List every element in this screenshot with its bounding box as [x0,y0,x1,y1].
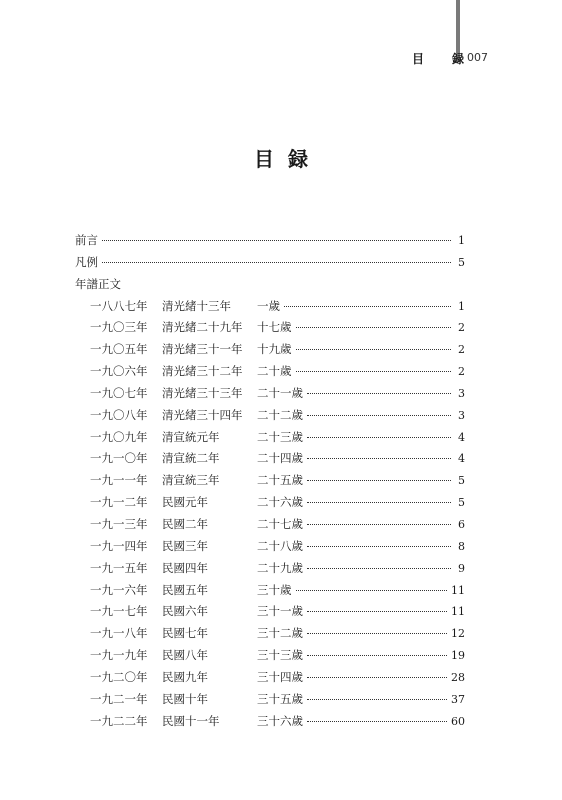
entry-page: 12 [451,627,465,641]
entry-page: 19 [451,649,465,663]
entry-age: 二十七歲 [257,516,303,531]
toc-year-entry[interactable] [75,385,465,407]
entry-age: 三十一歲 [257,604,303,619]
entry-page: 11 [451,583,465,597]
page-title: 目録 [254,147,322,171]
dot-leader [296,349,452,350]
entry-era: 民國元年 [162,495,208,510]
entry-page: 3 [458,386,465,400]
entry-era: 清光緒十三年 [162,298,231,313]
toc-entry-title: 凡例 [75,254,98,269]
entry-era: 民國十一年 [162,713,220,728]
entry-era: 民國七年 [162,626,208,641]
entry-age: 二十八歲 [257,538,303,553]
dot-leader [102,262,451,263]
entry-year: 一九一二年 [90,495,148,510]
entry-age: 二十九歲 [257,560,303,575]
entry-year: 一九一七年 [90,604,148,619]
entry-age: 三十六歲 [257,713,303,728]
toc-year-entry[interactable] [75,538,465,560]
entry-era: 民國二年 [162,516,208,531]
toc-year-entry[interactable] [75,516,465,538]
entry-page: 1 [458,299,465,313]
entry-page: 9 [458,561,465,575]
entry-age: 三十三歲 [257,648,303,663]
entry-era: 民國五年 [162,582,208,597]
entry-year: 一九〇七年 [90,385,148,400]
entry-age: 三十四歲 [257,669,303,684]
entry-age: 二十三歲 [257,429,303,444]
toc-entry[interactable] [75,254,465,276]
entry-era: 清光緒三十一年 [162,342,243,357]
dot-leader [307,677,447,678]
running-header-title: 目 録 [412,52,473,66]
entry-era: 清光緒三十三年 [162,385,243,400]
entry-page: 2 [458,343,465,357]
entry-year: 一九一六年 [90,582,148,597]
entry-age: 三十五歲 [257,691,303,706]
entry-page: 6 [458,517,465,531]
entry-year: 一九一三年 [90,516,148,531]
entry-page: 4 [458,452,465,466]
entry-page: 2 [458,365,465,379]
entry-page: 5 [458,474,465,488]
entry-page: 4 [458,430,465,444]
entry-age: 十七歲 [257,320,292,335]
entry-page: 3 [458,408,465,422]
dot-leader [307,568,451,569]
entry-year: 一八八七年 [90,298,148,313]
entry-year: 一九一〇年 [90,451,148,466]
toc-year-entry[interactable] [75,560,465,582]
toc-entry-title: 前言 [75,233,98,247]
entry-page: 8 [458,539,465,553]
entry-year: 一九〇六年 [90,364,148,379]
toc-year-entry[interactable] [75,429,465,451]
toc-year-entry[interactable] [75,625,465,647]
dot-leader [307,415,451,416]
dot-leader [307,393,451,394]
entry-era: 清宣統三年 [162,473,220,488]
entry-page: 2 [458,321,465,335]
entry-age: 三十歲 [257,582,292,597]
entry-year: 一九一五年 [90,560,148,575]
entry-era: 民國九年 [162,669,208,684]
dot-leader [307,611,447,612]
entry-era: 民國四年 [162,560,208,575]
dot-leader [307,502,451,503]
entry-era: 清光緒二十九年 [162,320,243,335]
dot-leader [307,546,451,547]
toc-year-entry[interactable] [75,669,465,691]
entry-age: 一歲 [257,298,280,313]
toc-year-entry[interactable] [75,603,465,625]
toc-year-entry[interactable] [75,450,465,472]
dot-leader [296,327,452,328]
dot-leader [307,699,447,700]
dot-leader [307,633,447,634]
entry-page: 28 [451,670,465,684]
entry-age: 二十二歲 [257,407,303,422]
entry-page: 11 [451,605,465,619]
table-of-contents [75,232,465,734]
toc-year-entry[interactable] [75,494,465,516]
dot-leader [307,721,447,722]
entry-age: 二十六歲 [257,495,303,510]
entry-year: 一九二一年 [90,691,148,706]
toc-year-entry[interactable] [75,691,465,713]
entry-year: 一九一一年 [90,473,148,488]
entry-era: 清光緒三十二年 [162,364,243,379]
toc-section-heading: 年譜正文 [75,276,121,291]
entry-page: 37 [451,692,465,706]
entry-era: 民國三年 [162,538,208,553]
entry-age: 二十歲 [257,364,292,379]
entry-age: 二十一歲 [257,385,303,400]
entry-era: 民國六年 [162,604,208,619]
dot-leader [102,240,451,241]
entry-page: 60 [451,714,465,728]
toc-year-entry[interactable] [75,341,465,363]
toc-entry[interactable] [75,232,465,254]
entry-year: 一九二二年 [90,713,148,728]
entry-era: 民國八年 [162,648,208,663]
page-number: 007 [467,51,488,64]
dot-leader [307,480,451,481]
entry-year: 一九二〇年 [90,669,148,684]
toc-year-entry[interactable] [75,319,465,341]
entry-age: 三十二歲 [257,626,303,641]
toc-year-entry[interactable] [75,713,465,735]
entry-era: 清光緒三十四年 [162,407,243,422]
entry-era: 民國十年 [162,691,208,706]
dot-leader [296,371,452,372]
entry-year: 一九一四年 [90,538,148,553]
dot-leader [296,590,448,591]
toc-year-entry[interactable] [75,647,465,669]
toc-entry-page: 5 [458,255,465,269]
entry-year: 一九〇九年 [90,429,148,444]
entry-era: 清宣統二年 [162,451,220,466]
entry-year: 一九一八年 [90,626,148,641]
toc-year-entry[interactable] [75,582,465,604]
dot-leader [307,437,451,438]
entry-era: 清宣統元年 [162,429,220,444]
toc-entry-page: 1 [458,234,465,247]
entry-year: 一九〇八年 [90,407,148,422]
dot-leader [307,524,451,525]
dot-leader [284,306,451,307]
entry-page: 5 [458,496,465,510]
dot-leader [307,458,451,459]
entry-year: 一九一九年 [90,648,148,663]
entry-age: 二十四歲 [257,451,303,466]
entry-year: 一九〇五年 [90,342,148,357]
toc-year-entry[interactable] [75,298,465,320]
entry-year: 一九〇三年 [90,320,148,335]
entry-age: 十九歲 [257,342,292,357]
toc-year-entry[interactable] [75,407,465,429]
entry-age: 二十五歲 [257,473,303,488]
toc-year-entry[interactable] [75,472,465,494]
toc-year-entry[interactable] [75,363,465,385]
dot-leader [307,655,447,656]
